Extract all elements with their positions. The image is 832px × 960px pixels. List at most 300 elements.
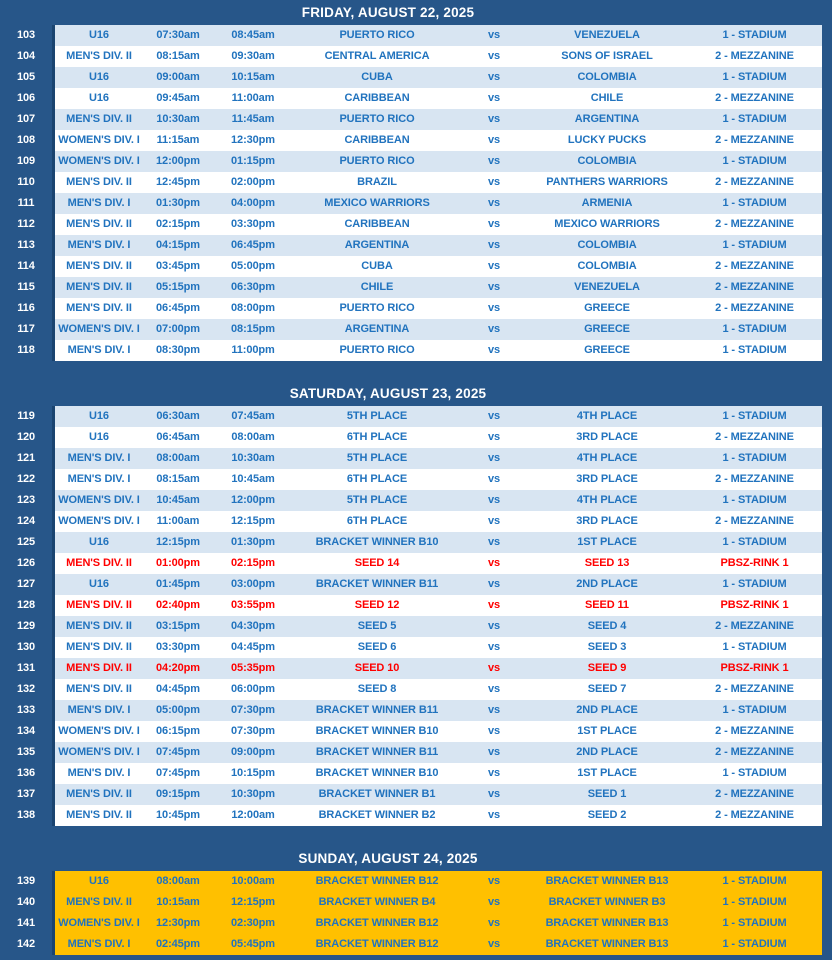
vs-label: vs bbox=[487, 578, 501, 590]
vs-label: vs bbox=[487, 239, 501, 251]
end-time-cell: 10:45am bbox=[231, 473, 275, 485]
game-row bbox=[0, 763, 832, 784]
game-row-body bbox=[52, 25, 822, 46]
division-cell: MEN'S DIV. II bbox=[66, 557, 132, 569]
vs-label: vs bbox=[487, 302, 501, 314]
away-team-cell: BRACKET WINNER B3 bbox=[548, 896, 666, 908]
game-number-cell: 127 bbox=[16, 578, 36, 590]
game-row-body bbox=[52, 700, 822, 721]
vs-label: vs bbox=[487, 50, 501, 62]
venue-cell: 1 - STADIUM bbox=[722, 239, 787, 251]
vs-label: vs bbox=[487, 29, 501, 41]
venue-cell: 2 - MEZZANINE bbox=[715, 50, 794, 62]
home-team-cell: BRACKET WINNER B2 bbox=[318, 809, 436, 821]
end-time-cell: 02:30pm bbox=[231, 917, 275, 929]
end-time-cell: 03:30pm bbox=[231, 218, 275, 230]
game-row-body bbox=[52, 721, 822, 742]
home-team-cell: CHILE bbox=[360, 281, 394, 293]
home-team-cell: CARIBBEAN bbox=[344, 134, 410, 146]
game-row bbox=[0, 892, 832, 913]
vs-label: vs bbox=[487, 452, 501, 464]
home-team-cell: MEXICO WARRIORS bbox=[324, 197, 430, 209]
day-section bbox=[0, 846, 832, 955]
game-row-body bbox=[52, 469, 822, 490]
end-time-cell: 03:55pm bbox=[231, 599, 275, 611]
vs-label: vs bbox=[487, 155, 501, 167]
start-time-cell: 09:00am bbox=[156, 71, 200, 83]
game-row-body bbox=[52, 193, 822, 214]
home-team-cell: PUERTO RICO bbox=[339, 302, 415, 314]
division-cell: U16 bbox=[89, 578, 109, 590]
away-team-cell: 3RD PLACE bbox=[576, 515, 638, 527]
vs-label: vs bbox=[487, 599, 501, 611]
away-team-cell: SEED 9 bbox=[587, 662, 627, 674]
venue-cell: 1 - STADIUM bbox=[722, 71, 787, 83]
division-cell: U16 bbox=[89, 875, 109, 887]
start-time-cell: 07:45pm bbox=[156, 746, 200, 758]
home-team-cell: SEED 12 bbox=[354, 599, 400, 611]
start-time-cell: 08:00am bbox=[156, 875, 200, 887]
home-team-cell: BRACKET WINNER B11 bbox=[315, 578, 439, 590]
end-time-cell: 01:30pm bbox=[231, 536, 275, 548]
game-number-cell: 120 bbox=[16, 431, 36, 443]
vs-label: vs bbox=[487, 725, 501, 737]
vs-label: vs bbox=[487, 494, 501, 506]
venue-cell: 1 - STADIUM bbox=[722, 29, 787, 41]
game-row bbox=[0, 658, 832, 679]
vs-label: vs bbox=[487, 71, 501, 83]
venue-cell: 1 - STADIUM bbox=[722, 410, 787, 422]
end-time-cell: 12:30pm bbox=[231, 134, 275, 146]
game-number-cell: 116 bbox=[17, 302, 35, 314]
game-row-body bbox=[52, 574, 822, 595]
venue-cell: 2 - MEZZANINE bbox=[715, 473, 794, 485]
game-number-cell: 130 bbox=[16, 641, 36, 653]
start-time-cell: 09:15pm bbox=[156, 788, 200, 800]
end-time-cell: 10:00am bbox=[231, 875, 275, 887]
game-number-cell: 135 bbox=[16, 746, 36, 758]
game-row-body bbox=[52, 67, 822, 88]
game-number-cell: 112 bbox=[17, 218, 35, 230]
venue-cell: 1 - STADIUM bbox=[722, 641, 787, 653]
end-time-cell: 08:00am bbox=[231, 431, 275, 443]
end-time-cell: 10:30pm bbox=[231, 788, 275, 800]
vs-label: vs bbox=[487, 767, 501, 779]
game-number-cell: 122 bbox=[16, 473, 36, 485]
division-cell: U16 bbox=[89, 92, 109, 104]
end-time-cell: 05:45pm bbox=[231, 938, 275, 950]
division-cell: WOMEN'S DIV. I bbox=[58, 725, 140, 737]
vs-label: vs bbox=[487, 197, 501, 209]
start-time-cell: 01:00pm bbox=[156, 557, 200, 569]
start-time-cell: 04:45pm bbox=[156, 683, 200, 695]
division-cell: MEN'S DIV. I bbox=[67, 239, 131, 251]
start-time-cell: 05:00pm bbox=[156, 704, 200, 716]
vs-label: vs bbox=[487, 344, 501, 356]
division-cell: MEN'S DIV. II bbox=[66, 683, 132, 695]
division-cell: WOMEN'S DIV. I bbox=[58, 134, 140, 146]
vs-label: vs bbox=[487, 281, 501, 293]
game-row-body bbox=[52, 298, 822, 319]
home-team-cell: 5TH PLACE bbox=[346, 452, 408, 464]
vs-label: vs bbox=[487, 641, 501, 653]
venue-cell: 2 - MEZZANINE bbox=[715, 302, 794, 314]
away-team-cell: SEED 7 bbox=[587, 683, 627, 695]
division-cell: MEN'S DIV. II bbox=[66, 896, 132, 908]
venue-cell: 1 - STADIUM bbox=[722, 578, 787, 590]
home-team-cell: BRACKET WINNER B12 bbox=[315, 917, 439, 929]
end-time-cell: 06:45pm bbox=[231, 239, 275, 251]
game-row-body bbox=[52, 214, 822, 235]
venue-cell: 1 - STADIUM bbox=[722, 344, 787, 356]
start-time-cell: 08:15am bbox=[156, 50, 200, 62]
game-row bbox=[0, 25, 832, 46]
away-team-cell: COLOMBIA bbox=[577, 260, 637, 272]
vs-label: vs bbox=[487, 662, 501, 674]
end-time-cell: 10:30am bbox=[231, 452, 275, 464]
vs-label: vs bbox=[487, 620, 501, 632]
home-team-cell: PUERTO RICO bbox=[339, 29, 415, 41]
division-cell: MEN'S DIV. I bbox=[67, 344, 131, 356]
home-team-cell: PUERTO RICO bbox=[339, 155, 415, 167]
division-cell: WOMEN'S DIV. I bbox=[58, 155, 140, 167]
game-number-cell: 115 bbox=[17, 281, 35, 293]
away-team-cell: ARMENIA bbox=[581, 197, 633, 209]
division-cell: MEN'S DIV. II bbox=[66, 641, 132, 653]
game-row-body bbox=[52, 319, 822, 340]
game-row-body bbox=[52, 742, 822, 763]
game-number-cell: 121 bbox=[16, 452, 36, 464]
start-time-cell: 10:15am bbox=[156, 896, 200, 908]
away-team-cell: GREECE bbox=[584, 344, 630, 356]
end-time-cell: 12:00pm bbox=[231, 494, 275, 506]
venue-cell: 1 - STADIUM bbox=[722, 875, 787, 887]
game-row-body bbox=[52, 934, 822, 955]
game-number-cell: 119 bbox=[17, 410, 35, 422]
start-time-cell: 12:30pm bbox=[156, 917, 200, 929]
game-number-cell: 105 bbox=[16, 71, 36, 83]
game-number-cell: 124 bbox=[16, 515, 36, 527]
away-team-cell: 1ST PLACE bbox=[577, 725, 637, 737]
game-number-cell: 138 bbox=[16, 809, 36, 821]
game-row bbox=[0, 595, 832, 616]
game-row bbox=[0, 490, 832, 511]
day-header bbox=[0, 381, 832, 406]
away-team-cell: GREECE bbox=[584, 302, 630, 314]
away-team-cell: PANTHERS WARRIORS bbox=[546, 176, 668, 188]
end-time-cell: 05:00pm bbox=[231, 260, 275, 272]
division-cell: MEN'S DIV. II bbox=[66, 788, 132, 800]
end-time-cell: 02:15pm bbox=[231, 557, 275, 569]
game-row bbox=[0, 805, 832, 826]
start-time-cell: 06:30am bbox=[156, 410, 200, 422]
day-title: SATURDAY, AUGUST 23, 2025 bbox=[289, 386, 487, 401]
game-row-body bbox=[52, 406, 822, 427]
game-row bbox=[0, 784, 832, 805]
day-header bbox=[0, 0, 832, 25]
division-cell: MEN'S DIV. I bbox=[67, 767, 131, 779]
start-time-cell: 07:45pm bbox=[156, 767, 200, 779]
start-time-cell: 07:00pm bbox=[156, 323, 200, 335]
away-team-cell: SONS OF ISRAEL bbox=[561, 50, 653, 62]
games-list bbox=[0, 406, 832, 826]
game-number-cell: 139 bbox=[16, 875, 36, 887]
end-time-cell: 12:00am bbox=[231, 809, 275, 821]
venue-cell: 2 - MEZZANINE bbox=[715, 92, 794, 104]
game-row-body bbox=[52, 532, 822, 553]
vs-label: vs bbox=[487, 473, 501, 485]
game-row-body bbox=[52, 616, 822, 637]
game-row-body bbox=[52, 46, 822, 67]
home-team-cell: BRAZIL bbox=[357, 176, 397, 188]
end-time-cell: 01:15pm bbox=[231, 155, 275, 167]
away-team-cell: LUCKY PUCKS bbox=[567, 134, 647, 146]
start-time-cell: 12:15pm bbox=[156, 536, 200, 548]
venue-cell: PBSZ-RINK 1 bbox=[720, 557, 789, 569]
away-team-cell: 2ND PLACE bbox=[576, 578, 638, 590]
end-time-cell: 07:30pm bbox=[231, 704, 275, 716]
end-time-cell: 11:45am bbox=[231, 113, 275, 125]
home-team-cell: BRACKET WINNER B12 bbox=[315, 938, 439, 950]
game-number-cell: 104 bbox=[16, 50, 36, 62]
start-time-cell: 04:15pm bbox=[156, 239, 200, 251]
vs-label: vs bbox=[487, 113, 501, 125]
end-time-cell: 02:00pm bbox=[231, 176, 275, 188]
venue-cell: 2 - MEZZANINE bbox=[715, 515, 794, 527]
start-time-cell: 11:00am bbox=[156, 515, 200, 527]
game-row-body bbox=[52, 109, 822, 130]
game-row-body bbox=[52, 553, 822, 574]
home-team-cell: BRACKET WINNER B11 bbox=[315, 704, 439, 716]
game-number-cell: 142 bbox=[16, 938, 36, 950]
vs-label: vs bbox=[487, 536, 501, 548]
away-team-cell: CHILE bbox=[590, 92, 624, 104]
game-row-body bbox=[52, 658, 822, 679]
venue-cell: 2 - MEZZANINE bbox=[715, 218, 794, 230]
away-team-cell: SEED 4 bbox=[587, 620, 627, 632]
home-team-cell: CARIBBEAN bbox=[344, 92, 410, 104]
start-time-cell: 06:45pm bbox=[156, 302, 200, 314]
game-row bbox=[0, 193, 832, 214]
venue-cell: 2 - MEZZANINE bbox=[715, 431, 794, 443]
game-row-body bbox=[52, 595, 822, 616]
vs-label: vs bbox=[487, 92, 501, 104]
game-row bbox=[0, 109, 832, 130]
vs-label: vs bbox=[487, 260, 501, 272]
game-number-cell: 118 bbox=[17, 344, 35, 356]
game-row bbox=[0, 427, 832, 448]
start-time-cell: 01:30pm bbox=[156, 197, 200, 209]
home-team-cell: PUERTO RICO bbox=[339, 344, 415, 356]
game-row-body bbox=[52, 679, 822, 700]
division-cell: MEN'S DIV. II bbox=[66, 50, 132, 62]
game-number-cell: 123 bbox=[16, 494, 36, 506]
division-cell: WOMEN'S DIV. I bbox=[58, 323, 140, 335]
end-time-cell: 10:15am bbox=[231, 71, 275, 83]
division-cell: WOMEN'S DIV. I bbox=[58, 746, 140, 758]
division-cell: MEN'S DIV. II bbox=[66, 281, 132, 293]
end-time-cell: 04:45pm bbox=[231, 641, 275, 653]
start-time-cell: 06:45am bbox=[156, 431, 200, 443]
venue-cell: 1 - STADIUM bbox=[722, 452, 787, 464]
start-time-cell: 12:00pm bbox=[156, 155, 200, 167]
end-time-cell: 06:30pm bbox=[231, 281, 275, 293]
game-row-body bbox=[52, 892, 822, 913]
game-number-cell: 129 bbox=[16, 620, 36, 632]
division-cell: MEN'S DIV. II bbox=[66, 176, 132, 188]
game-row-body bbox=[52, 235, 822, 256]
venue-cell: 1 - STADIUM bbox=[722, 536, 787, 548]
away-team-cell: SEED 11 bbox=[585, 599, 629, 611]
division-cell: WOMEN'S DIV. I bbox=[58, 515, 140, 527]
away-team-cell: 1ST PLACE bbox=[577, 767, 637, 779]
venue-cell: PBSZ-RINK 1 bbox=[720, 662, 789, 674]
start-time-cell: 11:15am bbox=[156, 134, 200, 146]
game-number-cell: 108 bbox=[16, 134, 36, 146]
end-time-cell: 08:15pm bbox=[231, 323, 275, 335]
game-row-body bbox=[52, 88, 822, 109]
game-row-body bbox=[52, 913, 822, 934]
division-cell: MEN'S DIV. II bbox=[66, 620, 132, 632]
vs-label: vs bbox=[487, 704, 501, 716]
division-cell: U16 bbox=[89, 410, 109, 422]
vs-label: vs bbox=[487, 875, 501, 887]
start-time-cell: 01:45pm bbox=[156, 578, 200, 590]
end-time-cell: 04:00pm bbox=[231, 197, 275, 209]
vs-label: vs bbox=[487, 515, 501, 527]
game-number-cell: 125 bbox=[16, 536, 36, 548]
game-row-body bbox=[52, 448, 822, 469]
home-team-cell: PUERTO RICO bbox=[339, 113, 415, 125]
game-row bbox=[0, 700, 832, 721]
home-team-cell: SEED 10 bbox=[354, 662, 400, 674]
away-team-cell: VENEZUELA bbox=[574, 29, 640, 41]
venue-cell: 2 - MEZZANINE bbox=[715, 260, 794, 272]
venue-cell: 2 - MEZZANINE bbox=[715, 620, 794, 632]
start-time-cell: 09:45am bbox=[156, 92, 200, 104]
vs-label: vs bbox=[487, 788, 501, 800]
venue-cell: 1 - STADIUM bbox=[722, 917, 787, 929]
games-list bbox=[0, 871, 832, 955]
division-cell: MEN'S DIV. I bbox=[67, 704, 131, 716]
venue-cell: 2 - MEZZANINE bbox=[715, 788, 794, 800]
day-section bbox=[0, 381, 832, 826]
game-row-body bbox=[52, 427, 822, 448]
game-number-cell: 113 bbox=[17, 239, 35, 251]
division-cell: U16 bbox=[89, 29, 109, 41]
vs-label: vs bbox=[487, 809, 501, 821]
game-number-cell: 114 bbox=[17, 260, 35, 272]
division-cell: MEN'S DIV. I bbox=[67, 473, 131, 485]
venue-cell: 1 - STADIUM bbox=[722, 113, 787, 125]
vs-label: vs bbox=[487, 176, 501, 188]
away-team-cell: 4TH PLACE bbox=[576, 494, 638, 506]
game-number-cell: 137 bbox=[16, 788, 36, 800]
home-team-cell: BRACKET WINNER B4 bbox=[318, 896, 436, 908]
start-time-cell: 04:20pm bbox=[156, 662, 200, 674]
home-team-cell: BRACKET WINNER B1 bbox=[318, 788, 436, 800]
game-row bbox=[0, 340, 832, 361]
start-time-cell: 03:45pm bbox=[156, 260, 200, 272]
day-title: SUNDAY, AUGUST 24, 2025 bbox=[298, 851, 478, 866]
game-row bbox=[0, 553, 832, 574]
division-cell: U16 bbox=[89, 536, 109, 548]
home-team-cell: 6TH PLACE bbox=[346, 515, 408, 527]
division-cell: MEN'S DIV. II bbox=[66, 218, 132, 230]
game-row bbox=[0, 277, 832, 298]
venue-cell: 1 - STADIUM bbox=[722, 323, 787, 335]
vs-label: vs bbox=[487, 746, 501, 758]
game-row-body bbox=[52, 784, 822, 805]
game-row bbox=[0, 256, 832, 277]
end-time-cell: 11:00pm bbox=[231, 344, 275, 356]
game-row bbox=[0, 151, 832, 172]
home-team-cell: BRACKET WINNER B11 bbox=[315, 746, 439, 758]
game-row bbox=[0, 913, 832, 934]
away-team-cell: 2ND PLACE bbox=[576, 704, 638, 716]
away-team-cell: 1ST PLACE bbox=[577, 536, 637, 548]
division-cell: MEN'S DIV. II bbox=[66, 599, 132, 611]
vs-label: vs bbox=[487, 323, 501, 335]
away-team-cell: ARGENTINA bbox=[574, 113, 640, 125]
start-time-cell: 12:45pm bbox=[156, 176, 200, 188]
away-team-cell: COLOMBIA bbox=[577, 155, 637, 167]
game-row-body bbox=[52, 151, 822, 172]
division-cell: U16 bbox=[89, 71, 109, 83]
end-time-cell: 08:45am bbox=[231, 29, 275, 41]
game-row-body bbox=[52, 277, 822, 298]
start-time-cell: 06:15pm bbox=[156, 725, 200, 737]
away-team-cell: SEED 2 bbox=[587, 809, 627, 821]
game-row bbox=[0, 235, 832, 256]
game-row bbox=[0, 742, 832, 763]
game-row bbox=[0, 130, 832, 151]
end-time-cell: 07:30pm bbox=[231, 725, 275, 737]
venue-cell: 2 - MEZZANINE bbox=[715, 746, 794, 758]
vs-label: vs bbox=[487, 431, 501, 443]
home-team-cell: SEED 8 bbox=[357, 683, 397, 695]
game-row-body bbox=[52, 871, 822, 892]
away-team-cell: SEED 1 bbox=[587, 788, 627, 800]
game-row bbox=[0, 172, 832, 193]
away-team-cell: 4TH PLACE bbox=[576, 410, 638, 422]
division-cell: MEN'S DIV. I bbox=[67, 938, 131, 950]
start-time-cell: 03:15pm bbox=[156, 620, 200, 632]
home-team-cell: 5TH PLACE bbox=[346, 410, 408, 422]
division-cell: MEN'S DIV. II bbox=[66, 809, 132, 821]
game-row bbox=[0, 406, 832, 427]
away-team-cell: BRACKET WINNER B13 bbox=[545, 917, 669, 929]
game-number-cell: 133 bbox=[16, 704, 36, 716]
home-team-cell: CARIBBEAN bbox=[344, 218, 410, 230]
game-row bbox=[0, 88, 832, 109]
away-team-cell: SEED 13 bbox=[584, 557, 630, 569]
start-time-cell: 08:00am bbox=[156, 452, 200, 464]
end-time-cell: 12:15pm bbox=[231, 515, 275, 527]
division-cell: MEN'S DIV. II bbox=[66, 662, 132, 674]
vs-label: vs bbox=[487, 938, 501, 950]
game-row bbox=[0, 934, 832, 955]
away-team-cell: 3RD PLACE bbox=[576, 431, 638, 443]
home-team-cell: BRACKET WINNER B10 bbox=[315, 767, 439, 779]
home-team-cell: CUBA bbox=[361, 260, 393, 272]
away-team-cell: 4TH PLACE bbox=[576, 452, 638, 464]
game-row bbox=[0, 511, 832, 532]
game-number-cell: 111 bbox=[17, 197, 35, 209]
game-row bbox=[0, 532, 832, 553]
game-number-cell: 106 bbox=[16, 92, 36, 104]
game-number-cell: 128 bbox=[16, 599, 36, 611]
